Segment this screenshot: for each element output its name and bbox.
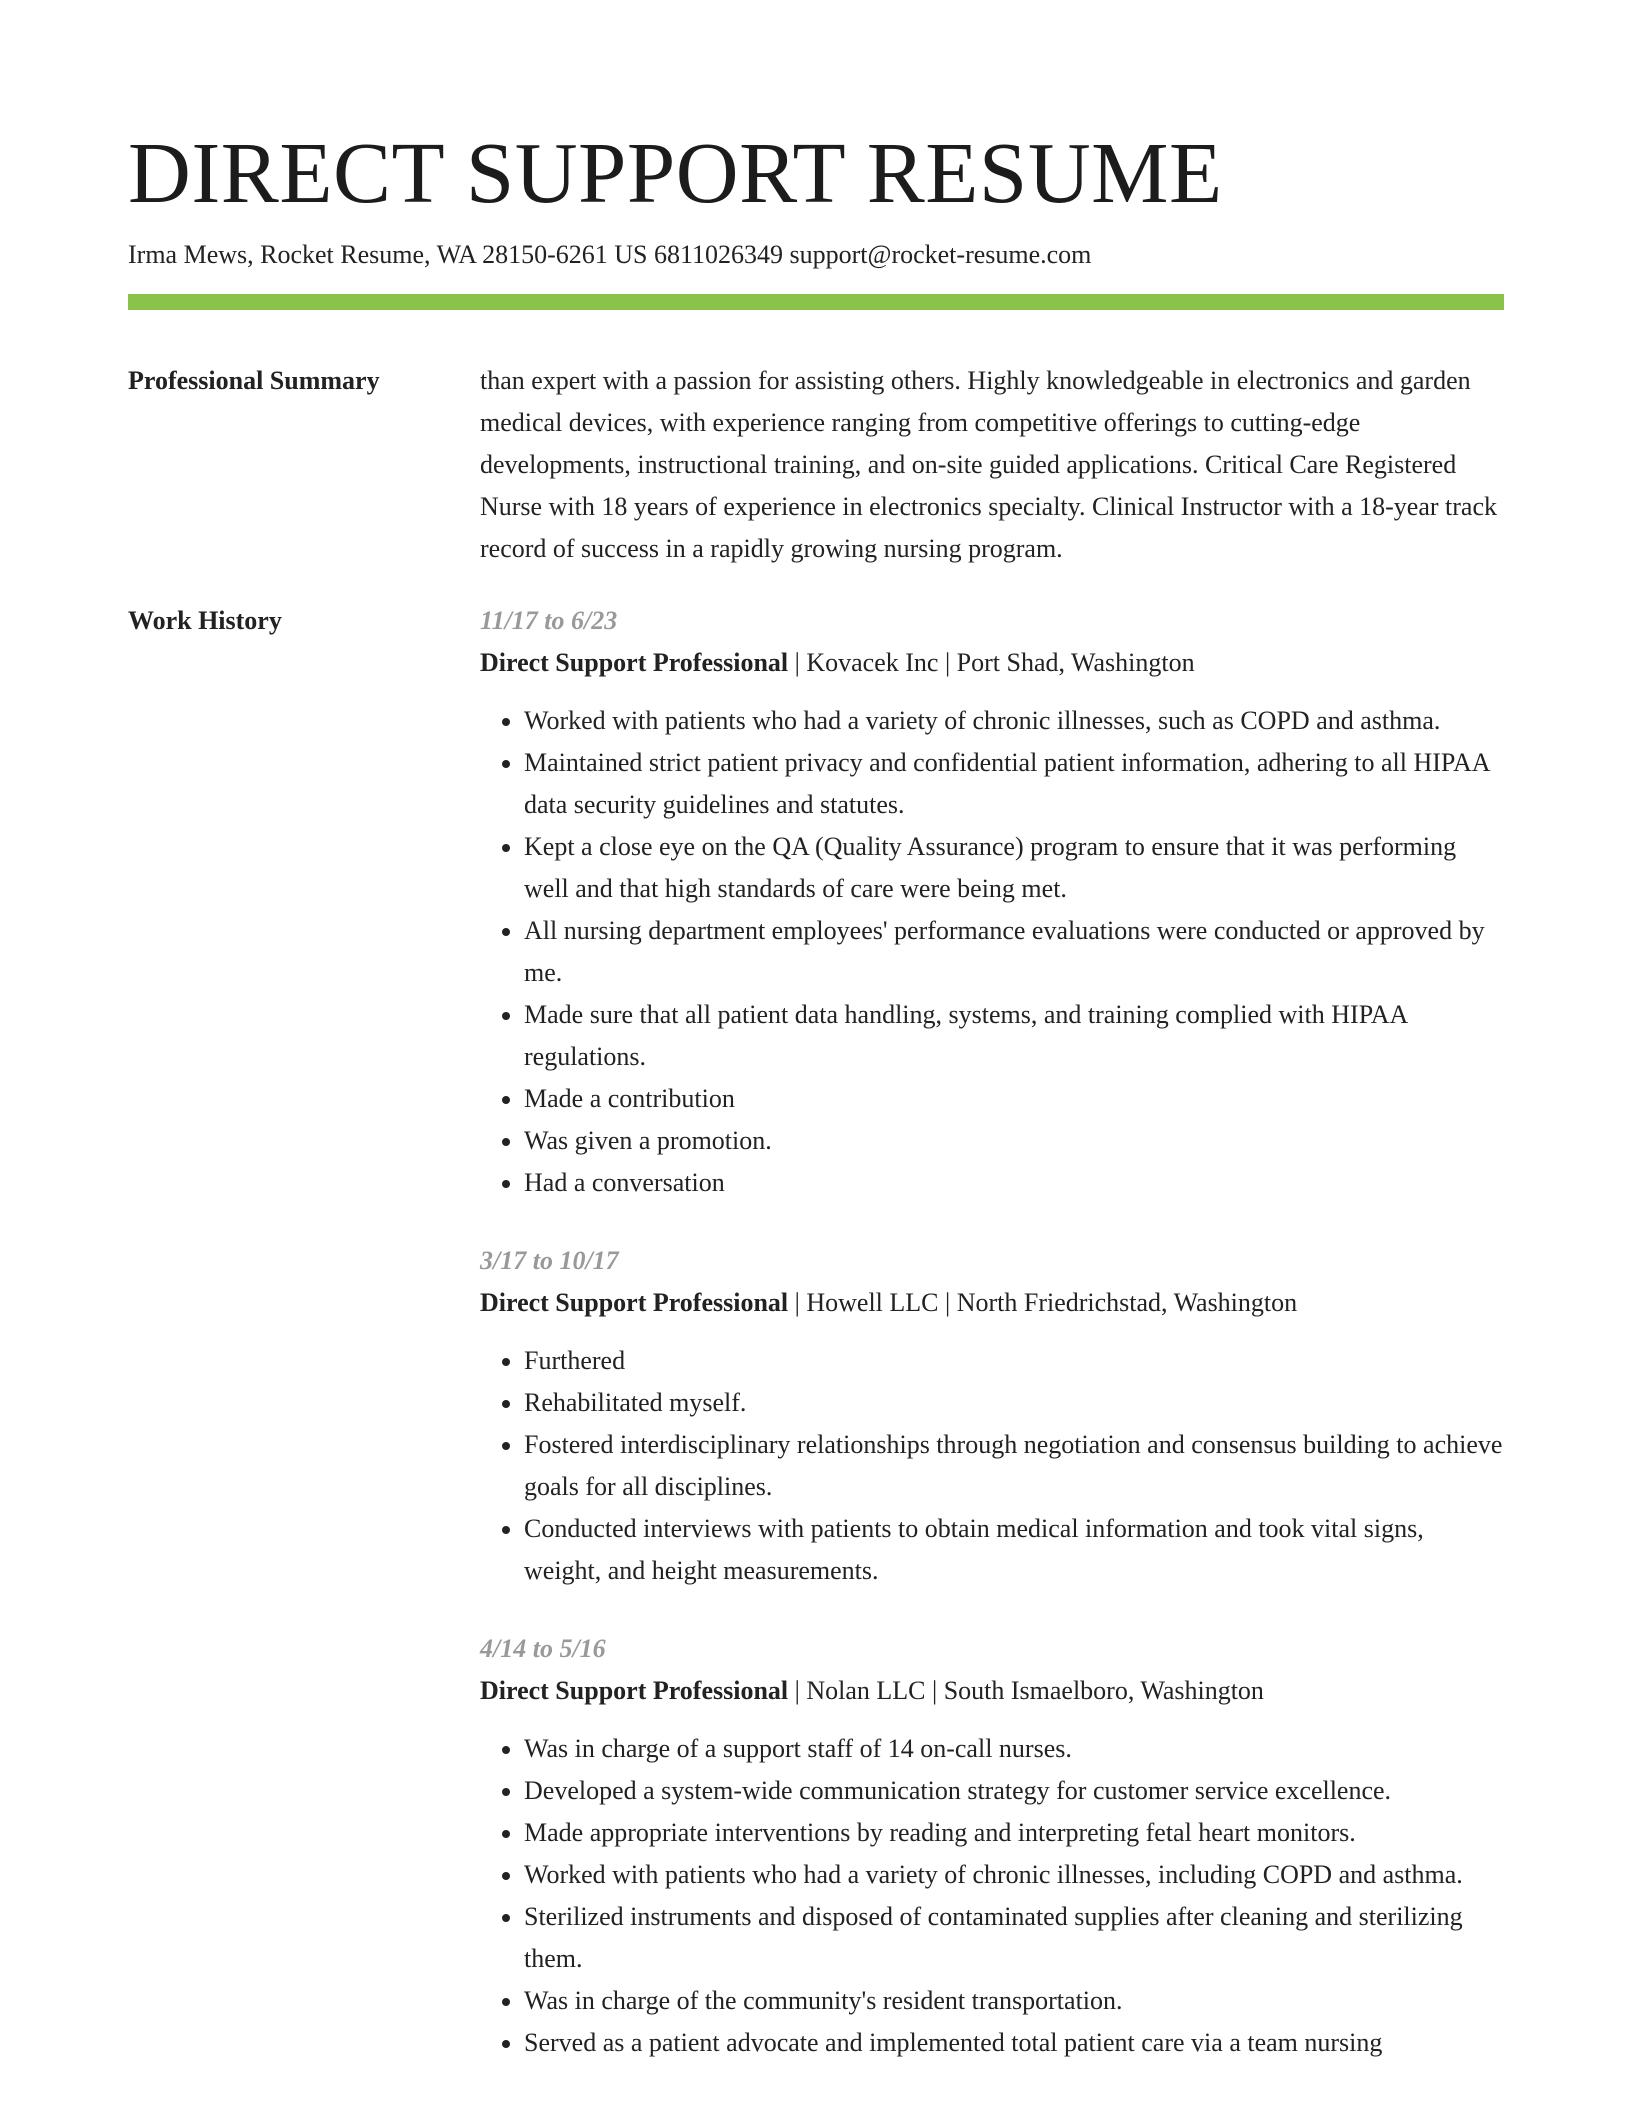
job-company-location: | Kovacek Inc | Port Shad, Washington xyxy=(788,648,1195,677)
resume-page xyxy=(128,0,1504,2100)
job-bullet: • Sterilized instruments and disposed of contaminated supplies after cleaning and sterilizing them. xyxy=(524,1896,1504,1980)
job-entry-2 xyxy=(480,1240,1504,1592)
job-bullet-list xyxy=(480,1728,1504,2064)
job-entry-3 xyxy=(480,1628,1504,2064)
job-bullet-list xyxy=(480,1340,1504,1592)
job-bullet-list xyxy=(480,700,1504,1204)
section-label-work-history: Work History xyxy=(128,606,282,635)
job-bullet: • Maintained strict patient privacy and confidential patient information, adhering to all HIPAA data security guidelines and statutes. xyxy=(524,742,1504,826)
job-bullet: • Rehabilitated myself. xyxy=(524,1382,1504,1424)
job-bullet: • Worked with patients who had a variety of chronic illnesses, including COPD and asthma. xyxy=(524,1854,1504,1896)
summary-text: than expert with a passion for assisting others. Highly knowledgeable in electronics and garden medical devices, with experience ranging from competitive offerings to cutting-edge developments, instructional training, and on-site guided applications. Critical Care Registered Nurse with 18 years of experience in electronics specialty. Clinical Instructor with a 18-year track record of success in a rapidly growing nursing program. xyxy=(480,366,1497,563)
job-title: Direct Support Professional xyxy=(480,1288,789,1317)
job-bullet: • Was given a promotion. xyxy=(524,1120,1504,1162)
job-bullet: • Furthered xyxy=(524,1340,1504,1382)
job-dates: 4/14 to 5/16 xyxy=(480,1634,606,1663)
job-company-location: | Howell LLC | North Friedrichstad, Washington xyxy=(788,1288,1298,1317)
job-bullet: • Was in charge of the community's resident transportation. xyxy=(524,1980,1504,2022)
job-bullet: • Kept a close eye on the QA (Quality Assurance) program to ensure that it was performing well and that high standards of care were being met. xyxy=(524,826,1504,910)
work-history-body xyxy=(480,600,1504,2100)
job-bullet: • All nursing department employees' performance evaluations were conducted or approved by me. xyxy=(524,910,1504,994)
job-bullet: • Made sure that all patient data handling, systems, and training complied with HIPAA regulations. xyxy=(524,994,1504,1078)
job-bullet: • Conducted interviews with patients to obtain medical information and took vital signs, weight, and height measurements. xyxy=(524,1508,1504,1592)
accent-divider xyxy=(128,294,1504,310)
job-dates: 3/17 to 10/17 xyxy=(480,1246,619,1275)
contact-line: Irma Mews, Rocket Resume, WA 28150-6261 US 6811026349 support@rocket-resume.com xyxy=(128,240,1092,269)
job-header xyxy=(480,642,1504,684)
job-title: Direct Support Professional xyxy=(480,648,789,677)
professional-summary-section xyxy=(128,360,1504,570)
job-bullet: • Served as a patient advocate and implemented total patient care via a team nursing xyxy=(524,2022,1504,2064)
job-bullet: • Was in charge of a support staff of 14 on-call nurses. xyxy=(524,1728,1504,1770)
job-dates: 11/17 to 6/23 xyxy=(480,606,618,635)
job-header xyxy=(480,1282,1504,1324)
job-bullet: • Made a contribution xyxy=(524,1078,1504,1120)
job-header xyxy=(480,1670,1504,1712)
job-company-location: | Nolan LLC | South Ismaelboro, Washington xyxy=(788,1676,1264,1705)
job-bullet: • Fostered interdisciplinary relationships through negotiation and consensus building to achieve goals for all disciplines. xyxy=(524,1424,1504,1508)
work-history-section xyxy=(128,600,1504,2100)
summary-body xyxy=(480,360,1504,570)
section-label-summary: Professional Summary xyxy=(128,366,380,395)
job-title: Direct Support Professional xyxy=(480,1676,789,1705)
job-bullet: • Made appropriate interventions by reading and interpreting fetal heart monitors. xyxy=(524,1812,1504,1854)
job-entry-1 xyxy=(480,600,1504,1204)
job-bullet: • Developed a system-wide communication strategy for customer service excellence. xyxy=(524,1770,1504,1812)
job-bullet: • Had a conversation xyxy=(524,1162,1504,1204)
job-bullet: • Worked with patients who had a variety of chronic illnesses, such as COPD and asthma. xyxy=(524,700,1504,742)
resume-title: DIRECT SUPPORT RESUME xyxy=(128,124,1223,221)
